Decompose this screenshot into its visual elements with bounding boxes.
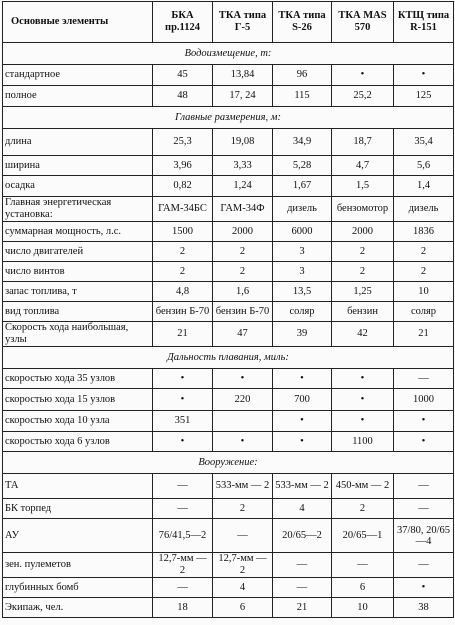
- row-label: ТА: [3, 474, 153, 499]
- cell-tka-s26: 700: [273, 389, 332, 411]
- table-row: [3, 156, 454, 176]
- cell-tka-mas570: —: [332, 553, 394, 578]
- cell-tka-mas570: 2: [332, 242, 394, 262]
- section-row: [3, 43, 454, 65]
- cell-tka-s26: 39: [273, 322, 332, 347]
- cell-tka-mas570: 2: [332, 262, 394, 282]
- cell-tka-g5: —: [213, 519, 273, 553]
- table-row: [3, 369, 454, 389]
- cell-bka-1124: 18: [153, 598, 213, 618]
- cell-tka-mas570: 10: [332, 598, 394, 618]
- cell-tka-g5: 2: [213, 499, 273, 519]
- cell-tka-g5: 6: [213, 598, 273, 618]
- table-row: [3, 222, 454, 242]
- header-row: [3, 2, 454, 43]
- cell-tka-s26: соляр: [273, 302, 332, 322]
- cell-ktsh-r151: •: [394, 411, 454, 432]
- cell-tka-s26: 34,9: [273, 129, 332, 156]
- cell-tka-g5: 47: [213, 322, 273, 347]
- row-label: скоростью хода 35 узлов: [3, 369, 153, 389]
- cell-tka-mas570: 1,5: [332, 176, 394, 197]
- cell-tka-s26: 6000: [273, 222, 332, 242]
- section-row: [3, 452, 454, 474]
- table-row: [3, 578, 454, 598]
- cell-bka-1124: —: [153, 474, 213, 499]
- cell-bka-1124: 76/41,5—2: [153, 519, 213, 553]
- cell-tka-mas570: 1100: [332, 432, 394, 452]
- cell-tka-g5: 4: [213, 578, 273, 598]
- cell-tka-g5: 3,33: [213, 156, 273, 176]
- cell-tka-s26: •: [273, 369, 332, 389]
- cell-ktsh-r151: 2: [394, 262, 454, 282]
- row-label: суммарная мощность, л.с.: [3, 222, 153, 242]
- row-label: стандартное: [3, 65, 153, 86]
- cell-tka-mas570: 6: [332, 578, 394, 598]
- cell-bka-1124: бензин Б-70: [153, 302, 213, 322]
- row-label: ширина: [3, 156, 153, 176]
- cell-tka-mas570: 450-мм — 2: [332, 474, 394, 499]
- row-label: вид топлива: [3, 302, 153, 322]
- cell-bka-1124: —: [153, 578, 213, 598]
- cell-tka-mas570: 2000: [332, 222, 394, 242]
- cell-bka-1124: 48: [153, 86, 213, 107]
- table-row: [3, 322, 454, 347]
- row-label: полное: [3, 86, 153, 107]
- cell-ktsh-r151: 38: [394, 598, 454, 618]
- row-label: осадка: [3, 176, 153, 197]
- cell-bka-1124: 0,82: [153, 176, 213, 197]
- row-label: Главная энергетическая установка:: [3, 197, 153, 222]
- cell-ktsh-r151: —: [394, 474, 454, 499]
- table-row: [3, 411, 454, 432]
- cell-tka-g5: •: [213, 432, 273, 452]
- cell-tka-s26: 3: [273, 242, 332, 262]
- row-label: Экипаж, чел.: [3, 598, 153, 618]
- cell-tka-g5: 2: [213, 242, 273, 262]
- cell-tka-g5: 533-мм — 2: [213, 474, 273, 499]
- cell-bka-1124: 2: [153, 242, 213, 262]
- cell-tka-mas570: 20/65—1: [332, 519, 394, 553]
- row-label: скоростью хода 6 узлов: [3, 432, 153, 452]
- cell-bka-1124: •: [153, 389, 213, 411]
- cell-ktsh-r151: дизель: [394, 197, 454, 222]
- cell-bka-1124: 3,96: [153, 156, 213, 176]
- cell-tka-mas570: •: [332, 369, 394, 389]
- cell-ktsh-r151: 125: [394, 86, 454, 107]
- cell-ktsh-r151: 37/80, 20/65—4: [394, 519, 454, 553]
- cell-ktsh-r151: •: [394, 65, 454, 86]
- cell-tka-g5: 12,7-мм — 2: [213, 553, 273, 578]
- cell-tka-mas570: 2: [332, 499, 394, 519]
- table-row: [3, 553, 454, 578]
- cell-tka-mas570: 4,7: [332, 156, 394, 176]
- cell-ktsh-r151: соляр: [394, 302, 454, 322]
- cell-tka-s26: —: [273, 553, 332, 578]
- cell-tka-mas570: •: [332, 389, 394, 411]
- cell-tka-s26: 21: [273, 598, 332, 618]
- table-row: [3, 176, 454, 197]
- cell-tka-mas570: •: [332, 65, 394, 86]
- cell-tka-s26: 96: [273, 65, 332, 86]
- cell-tka-s26: 533-мм — 2: [273, 474, 332, 499]
- cell-tka-g5: бензин Б-70: [213, 302, 273, 322]
- cell-tka-g5: •: [213, 369, 273, 389]
- cell-tka-g5: 17, 24: [213, 86, 273, 107]
- cell-ktsh-r151: •: [394, 432, 454, 452]
- header-tka-g5: ТКА типа Г-5: [213, 2, 273, 43]
- section-title: Главные размерения, м:: [3, 107, 454, 129]
- cell-tka-s26: 4: [273, 499, 332, 519]
- table-row: [3, 598, 454, 618]
- header-tka-s26: ТКА типа S-26: [273, 2, 332, 43]
- cell-bka-1124: 2: [153, 262, 213, 282]
- row-label: глубинных бомб: [3, 578, 153, 598]
- section-title: Водоизмещение, т:: [3, 43, 454, 65]
- table-row: [3, 302, 454, 322]
- row-label: скоростью хода 15 узлов: [3, 389, 153, 411]
- table-row: [3, 282, 454, 302]
- cell-bka-1124: 4,8: [153, 282, 213, 302]
- header-tka-mas570: ТКА MAS 570: [332, 2, 394, 43]
- table-row: [3, 86, 454, 107]
- cell-bka-1124: 45: [153, 65, 213, 86]
- table-row: [3, 389, 454, 411]
- cell-ktsh-r151: 1000: [394, 389, 454, 411]
- cell-ktsh-r151: •: [394, 578, 454, 598]
- section-row: [3, 347, 454, 369]
- cell-bka-1124: 1500: [153, 222, 213, 242]
- cell-ktsh-r151: 35,4: [394, 129, 454, 156]
- cell-tka-s26: •: [273, 411, 332, 432]
- cell-ktsh-r151: 1,4: [394, 176, 454, 197]
- cell-bka-1124: —: [153, 499, 213, 519]
- table-row: [3, 432, 454, 452]
- cell-tka-s26: •: [273, 432, 332, 452]
- cell-tka-g5: 2: [213, 262, 273, 282]
- cell-tka-g5: 2000: [213, 222, 273, 242]
- cell-ktsh-r151: —: [394, 499, 454, 519]
- cell-tka-s26: 20/65—2: [273, 519, 332, 553]
- cell-tka-s26: 13,5: [273, 282, 332, 302]
- cell-bka-1124: 351: [153, 411, 213, 432]
- section-title: Дальность плавания, миль:: [3, 347, 454, 369]
- row-label: число двигателей: [3, 242, 153, 262]
- row-label: Скорость хода наибольшая, узлы: [3, 322, 153, 347]
- cell-tka-s26: 115: [273, 86, 332, 107]
- table-body: [3, 43, 454, 618]
- table-row: [3, 197, 454, 222]
- section-row: [3, 107, 454, 129]
- cell-tka-mas570: •: [332, 411, 394, 432]
- cell-bka-1124: ГАМ-34БС: [153, 197, 213, 222]
- cell-ktsh-r151: —: [394, 553, 454, 578]
- cell-ktsh-r151: 21: [394, 322, 454, 347]
- cell-bka-1124: •: [153, 369, 213, 389]
- cell-bka-1124: 12,7-мм — 2: [153, 553, 213, 578]
- cell-tka-mas570: 42: [332, 322, 394, 347]
- cell-tka-mas570: 25,2: [332, 86, 394, 107]
- row-label: зен. пулеметов: [3, 553, 153, 578]
- table-row: [3, 129, 454, 156]
- row-label: длина: [3, 129, 153, 156]
- cell-bka-1124: •: [153, 432, 213, 452]
- cell-tka-s26: 3: [273, 262, 332, 282]
- cell-ktsh-r151: 2: [394, 242, 454, 262]
- cell-ktsh-r151: 5,6: [394, 156, 454, 176]
- table-row: [3, 262, 454, 282]
- cell-tka-g5: 19,08: [213, 129, 273, 156]
- cell-bka-1124: 21: [153, 322, 213, 347]
- cell-bka-1124: 25,3: [153, 129, 213, 156]
- row-label: АУ: [3, 519, 153, 553]
- table-row: [3, 519, 454, 553]
- cell-tka-s26: 5,28: [273, 156, 332, 176]
- table-row: [3, 242, 454, 262]
- section-title: Вооружение:: [3, 452, 454, 474]
- row-label: скоростью хода 10 узла: [3, 411, 153, 432]
- cell-tka-g5: [213, 411, 273, 432]
- cell-ktsh-r151: —: [394, 369, 454, 389]
- cell-ktsh-r151: 10: [394, 282, 454, 302]
- header-elements: Основные элементы: [3, 2, 153, 43]
- table-row: [3, 474, 454, 499]
- table-row: [3, 65, 454, 86]
- cell-ktsh-r151: 1836: [394, 222, 454, 242]
- header-ktsh-r151: КТЩ типа R-151: [394, 2, 454, 43]
- cell-tka-mas570: бензин: [332, 302, 394, 322]
- cell-tka-s26: дизель: [273, 197, 332, 222]
- cell-tka-mas570: 18,7: [332, 129, 394, 156]
- cell-tka-g5: 220: [213, 389, 273, 411]
- cell-tka-mas570: бензомотор: [332, 197, 394, 222]
- cell-tka-s26: 1,67: [273, 176, 332, 197]
- cell-tka-mas570: 1,25: [332, 282, 394, 302]
- cell-tka-g5: 1,6: [213, 282, 273, 302]
- cell-tka-g5: 13,84: [213, 65, 273, 86]
- cell-tka-s26: —: [273, 578, 332, 598]
- cell-tka-g5: ГАМ-34Ф: [213, 197, 273, 222]
- specs-table: [2, 1, 454, 618]
- row-label: запас топлива, т: [3, 282, 153, 302]
- row-label: число винтов: [3, 262, 153, 282]
- table-row: [3, 499, 454, 519]
- row-label: БК торпед: [3, 499, 153, 519]
- cell-tka-g5: 1,24: [213, 176, 273, 197]
- header-bka-1124: БКА пр.1124: [153, 2, 213, 43]
